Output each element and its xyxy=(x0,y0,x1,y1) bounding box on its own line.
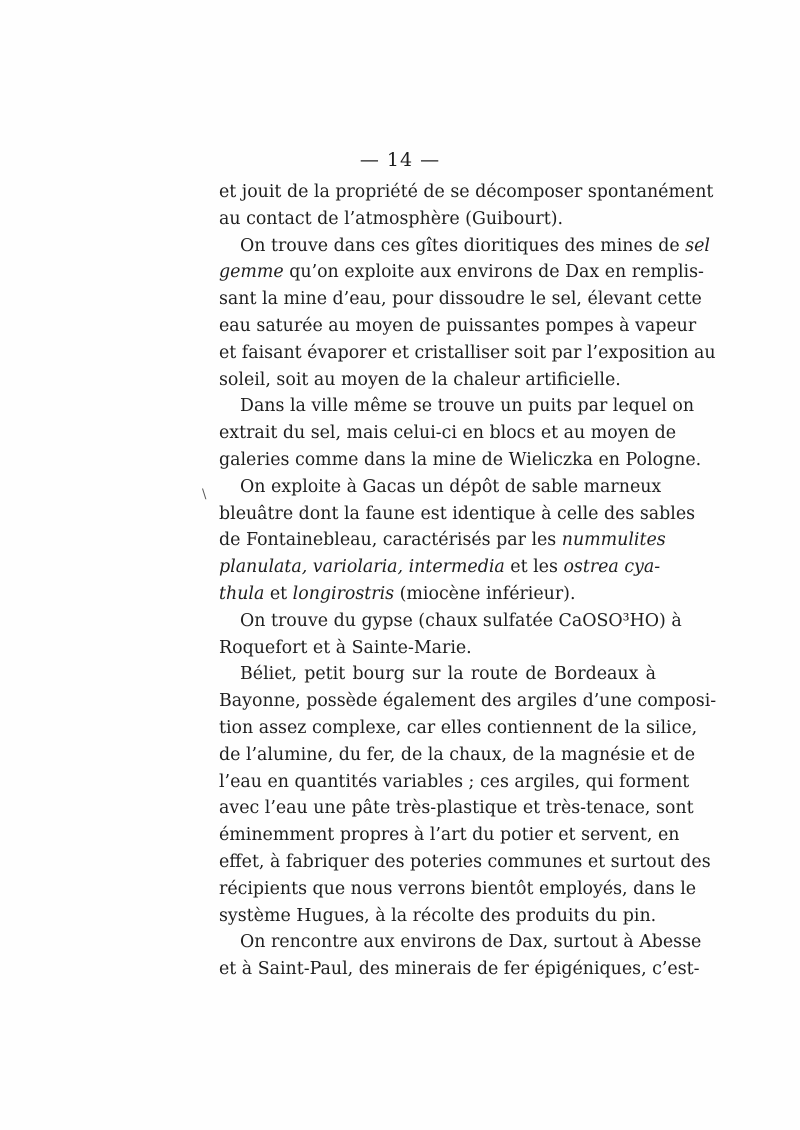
text-line xyxy=(219,688,717,715)
text-line xyxy=(219,956,700,983)
text-line xyxy=(219,795,694,822)
text-line xyxy=(219,501,696,528)
text-run: sant la mine d’eau, pour dissoudre le sel, élevant cette xyxy=(219,289,702,310)
text-run: de l’alumine, du fer, de la chaux, de la magnésie et de xyxy=(219,744,696,765)
text-run: On rencontre aux environs de Dax, surtout à Abesse xyxy=(240,932,702,953)
text-line xyxy=(219,313,697,340)
text-line xyxy=(219,903,656,930)
text-run: au contact de l’atmosphère (Guibourt). xyxy=(219,208,564,229)
italic-text: nummulites xyxy=(561,530,666,551)
text-run: et faisant évaporer et cristalliser soit par l’exposition au xyxy=(219,342,716,363)
text-run: système Hugues, à la récolte des produits du pin. xyxy=(219,905,657,926)
text-run: et à Saint-Paul, des minerais de fer épigéniques, c’est- xyxy=(219,959,700,980)
text-run: Roquefort et à Sainte-Marie. xyxy=(219,637,472,658)
text-run: (miocène inférieur). xyxy=(394,583,576,604)
text-line xyxy=(219,822,680,849)
text-line xyxy=(219,420,676,447)
italic-text: planulata, variolaria, intermedia xyxy=(219,557,505,578)
text-line xyxy=(219,179,714,206)
text-line xyxy=(219,715,698,742)
text-line xyxy=(219,608,682,635)
text-run: tion assez complexe, car elles contiennent de la silice, xyxy=(219,717,698,738)
text-run: et xyxy=(264,583,293,604)
text-run: avec l’eau une pâte très-plastique et très-tenace, sont xyxy=(219,798,694,819)
text-line xyxy=(219,554,661,581)
text-run: qu’on exploite aux environs de Dax en remplis- xyxy=(283,262,704,283)
text-line xyxy=(219,661,656,688)
text-line xyxy=(219,581,656,608)
italic-text: gemme xyxy=(219,262,284,283)
text-run: extrait du sel, mais celui-ci en blocs et au moyen de xyxy=(219,423,676,444)
text-line xyxy=(219,367,656,394)
text-line xyxy=(219,474,662,501)
italic-text: sel xyxy=(685,235,710,256)
text-run: bleuâtre dont la faune est identique à celle des sables xyxy=(219,503,696,524)
text-run: On trouve dans ces gîtes dioritiques des mines de xyxy=(240,235,686,256)
text-run: éminemment propres à l’art du potier et servent, en xyxy=(219,825,680,846)
text-line xyxy=(219,876,697,903)
italic-text: thula xyxy=(219,583,265,604)
text-line xyxy=(219,393,695,420)
text-run: de Fontainebleau, caractérisés par les xyxy=(219,530,562,551)
text-line xyxy=(219,929,702,956)
text-run: et les xyxy=(504,557,564,578)
page-number: — 14 — xyxy=(359,149,441,171)
text-run: soleil, soit au moyen de la chaleur artificielle. xyxy=(219,369,621,390)
text-line xyxy=(219,635,656,662)
text-run: On trouve du gypse (chaux sulfatée CaOSO³HO) à xyxy=(240,610,682,631)
text-line xyxy=(219,742,696,769)
text-line xyxy=(219,849,711,876)
text-line xyxy=(219,340,716,367)
text-run: On exploite à Gacas un dépôt de sable marneux xyxy=(240,476,662,497)
italic-text: ostrea cya- xyxy=(563,557,661,578)
text-line xyxy=(219,286,702,313)
body-text xyxy=(219,179,717,983)
text-line xyxy=(219,259,704,286)
text-line xyxy=(219,447,702,474)
text-line xyxy=(219,769,690,796)
text-run: effet, à fabriquer des poteries communes et surtout des xyxy=(219,851,711,872)
text-line xyxy=(219,233,710,260)
text-run: eau saturée au moyen de puissantes pompes à vapeur xyxy=(219,315,697,336)
text-run: et jouit de la propriété de se décomposer spontanément xyxy=(219,182,714,202)
text-run: récipients que nous verrons bientôt employés, dans le xyxy=(219,878,697,899)
text-line xyxy=(219,527,666,554)
text-line xyxy=(219,206,656,233)
italic-text: longirostris xyxy=(292,583,395,604)
text-run: Béliet, petit bourg sur la route de Bordeaux à xyxy=(240,664,656,685)
text-run: Bayonne, possède également des argiles d’une composi- xyxy=(219,691,717,712)
margin-mark: \ xyxy=(202,487,207,502)
text-run: galeries comme dans la mine de Wieliczka en Pologne. xyxy=(219,449,702,470)
text-run: l’eau en quantités variables ; ces argiles, qui forment xyxy=(219,771,690,792)
text-run: Dans la ville même se trouve un puits par lequel on xyxy=(240,396,695,417)
